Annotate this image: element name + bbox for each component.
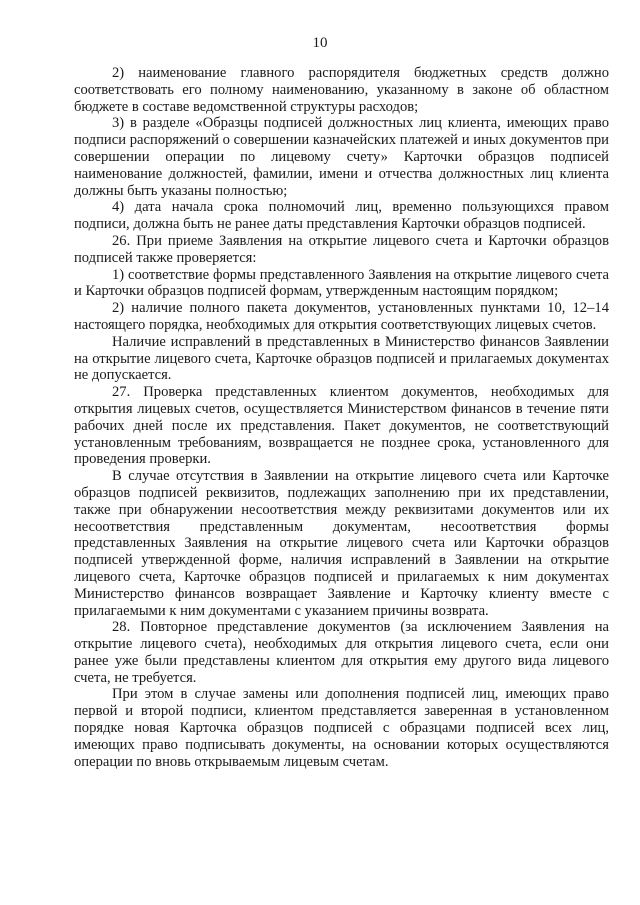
paragraph-return-conditions: В случае отсутствия в Заявлении на открытие лицевого счета или Карточке образцов подписей реквизитов, подлежащих заполнению при их представлении, также при обнаружении несоответствия между реквизитами документов или их несоответствия представленным документам, несоответствия формы представленных Заявления на открытие лицевого счета или Карточки образцов подписей утвержденной форме, наличия исправлений в Заявлении на открытие лицевого счета, Карточке образцов подписей и прилагаемых к ним документах Министерство финансов возвращает Заявление и Карточку клиенту вместе с прилагаемыми к ним документами с указанием причины возврата. xyxy=(74,468,609,619)
page-number: 10 xyxy=(312,35,328,51)
paragraph-clause-26-item-1: 1) соответствие формы представленного Заявления на открытие лицевого счета и Карточки образцов подписей формам, утвержденным настоящим порядком; xyxy=(74,266,609,300)
paragraph-clause-26: 26. При приеме Заявления на открытие лицевого счета и Карточки образцов подписей также проверяется: xyxy=(74,232,609,266)
paragraph-signature-replacement: При этом в случае замены или дополнения подписей лиц, имеющих право первой и второй подписи, клиентом представляется заверенная в установленном порядке новая Карточка образцов подписей с образцами подписей всех лиц, имеющих право подписывать документы, на основании которых осуществляются операции по вновь открываемым лицевым счетам. xyxy=(74,686,609,770)
paragraph-clause-28: 28. Повторное представление документов (за исключением Заявления на открытие лицевого счета), необходимых для открытия лицевого счета, если они ранее уже были представлены клиентом для открытия ему другого вида лицевого счета, не требуется. xyxy=(74,619,609,686)
paragraph-item-3-signature-section: 3) в разделе «Образцы подписей должностных лиц клиента, имеющих право подписи распоряжений о совершении казначейских платежей и иных документов при совершении операции по лицевому счету» Карточки образцов подписей наименование должностей, фамилии, имени и отчества должностных лиц клиента должны быть указаны полностью; xyxy=(74,115,609,199)
paragraph-corrections-not-allowed: Наличие исправлений в представленных в Министерство финансов Заявлении на открытие лицевого счета, Карточке образцов подписей и прилагаемых документах не допускается. xyxy=(74,333,609,384)
paragraph-item-2-head-name: 2) наименование главного распорядителя бюджетных средств должно соответствовать его полному наименованию, указанному в законе об областном бюджете в составе ведомственной структуры расходов; xyxy=(74,65,609,115)
paragraph-clause-26-item-2: 2) наличие полного пакета документов, установленных пунктами 10, 12–14 настоящего порядка, необходимых для открытия соответствующих лицевых счетов. xyxy=(74,300,609,333)
paragraph-item-4-start-date: 4) дата начала срока полномочий лиц, временно пользующихся правом подписи, должна быть не ранее даты представления Карточки образцов подписей. xyxy=(74,199,609,233)
paragraph-clause-27: 27. Проверка представленных клиентом документов, необходимых для открытия лицевых счетов, осуществляется Министерством финансов в течение пяти рабочих дней после их представления. Пакет документов, не соответствующий установленным требованиям, возвращается не позднее срока, установленного для проведения проверки. xyxy=(74,384,609,468)
document-body xyxy=(74,65,609,770)
